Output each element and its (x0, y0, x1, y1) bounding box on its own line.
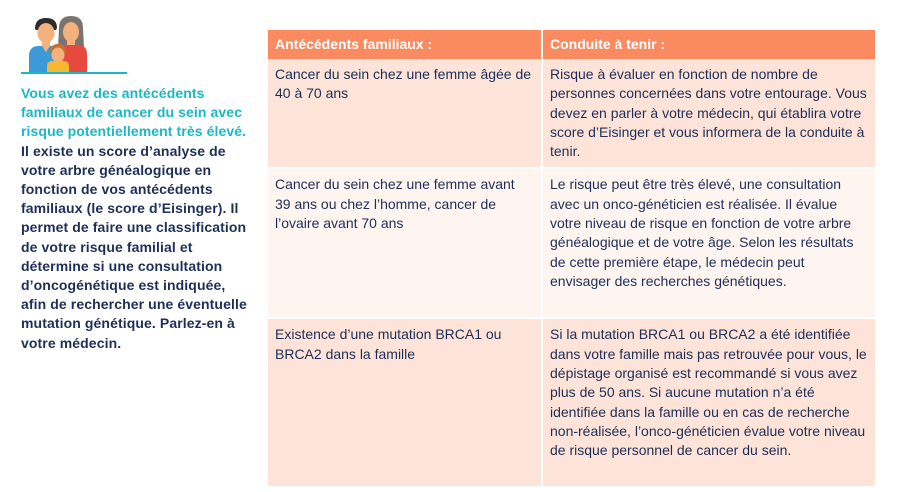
family-icon (21, 14, 131, 72)
intro-highlight: Vous avez des antécédents familiaux de cancer du sein avec risque potentiellement très élevé. (21, 85, 247, 140)
table-header-row (268, 30, 875, 59)
cell-conduite: Risque à évaluer en fonction de nombre de personnes concernées dans votre entourage. Vous devez en parler à votre médecin, qui établira votre score d’Eisinger et vous informera de la conduite à tenir. (541, 59, 875, 167)
table-row (268, 59, 875, 167)
cell-antecedents: Cancer du sein chez une femme âgée de 40 à 70 ans (268, 59, 541, 167)
header-antecedents: Antécédents familiaux : (268, 30, 541, 59)
header-conduite: Conduite à tenir : (541, 30, 875, 59)
table-row (268, 317, 875, 486)
intro-body: Il existe un score d’analyse de votre arbre généalogique en fonction de vos antécédents familiaux (le score d’Eisinger). Il permet de faire une classification de votre risque familial et détermine si une consultation d’oncogénétique est indiquée, afin de rechercher une éventuelle mutation génétique. Parlez-en à votre médecin. (21, 142, 247, 351)
intro-paragraph (21, 84, 251, 353)
cell-antecedents: Existence d’une mutation BRCA1 ou BRCA2 dans la famille (268, 317, 541, 486)
table-row (268, 167, 875, 317)
antecedents-table (268, 30, 875, 486)
cell-conduite: Le risque peut être très élevé, une consultation avec un onco-généticien est réalisée. Il évalue votre niveau de risque en fonction de votre arbre généalogique et de votre âge. Selon les résultats de cette première étape, le médecin peut envisager des recherches génétiques. (541, 167, 875, 317)
icon-underline-divider (21, 72, 127, 74)
cell-antecedents: Cancer du sein chez une femme avant 39 ans ou chez l’homme, cancer de l’ovaire avant 70 ans (268, 167, 541, 317)
cell-conduite: Si la mutation BRCA1 ou BRCA2 a été identifiée dans votre famille mais pas retrouvée pour vous, le dépistage organisé est recommandé si vous avez plus de 50 ans. Si aucune mutation n’a été identifiée dans la famille ou en cas de recherche non-réalisée, l’onco-généticien évalue votre niveau de risque personnel de cancer du sein. (541, 317, 875, 486)
sidebar (21, 14, 251, 367)
